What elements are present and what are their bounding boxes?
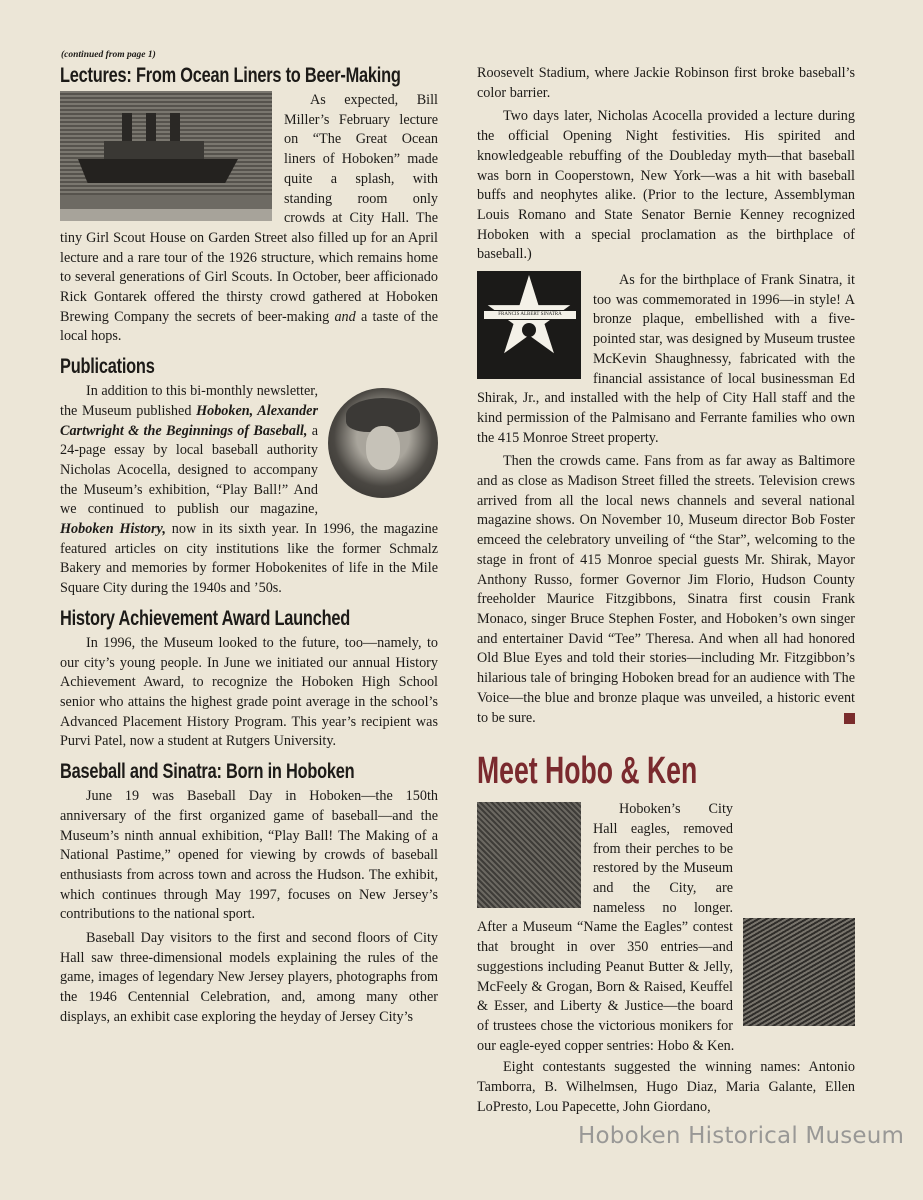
star-plaque-label: FRANCIS ALBERT SINATRA xyxy=(483,310,577,320)
sinatra-star-plaque-photo xyxy=(477,271,581,379)
publications-paragraph: In addition to this bi-monthly newsletter, the Museum published Hoboken, Alexander Cartwright & the Beginnings of Baseball, a 24-page essay by local baseball authority Nicholas Acocella, designed to accompany the Museum’s exhibition, “Play Ball!” And we continued to publish our magazine, Hoboken History, now in its sixth year. In 1996, the magazine featured articles on city institutions like the former Schmalz Bakery and memories by former Hobokenites of life in the Mile Square City during the 1940s and ’50s. xyxy=(60,383,438,597)
lectures-paragraph: As expected, Bill Miller’s February lecture on “The Great Ocean liners of Hoboken” made quite a splash, with standing room only crowds at City Hall. The tiny Girl Scout House on Garden Street also filled up for an April lecture and a rare tour of the 1926 structure, which remains home to several generations of Girl Scouts. In October, beer afficionado Rick Gontarek offered the thirsty crowd gathered at Hoboken Brewing Company the secrets of beer-making and a taste of the local hops. xyxy=(60,92,439,345)
cartwright-portrait xyxy=(328,388,438,498)
crowds-paragraph: Then the crowds came. Fans from as far away as Baltimore and as close as Madison Street filled the streets. Television crews arrived from all the local news channels and several national magazine shows. On November 10, Museum director Bob Foster emceed the celebratory unveiling of “the Star”, welcoming to the stage in front of 415 Monroe special guests Mr. Shirak, Mayor Anthony Russo, former Governor Jim Florio, Hudson County freeholder Maurice Fitzgibbons, Sinatra first cousin Frank Monaco, singer Bruce Stephen Foster, and Hoboken’s own singer and entertainer David “Tee” Theresa. And when all had honored Old Blue Eyes and told their stories—including Mr. Fitzgibbon’s hilarious tale of bringing Hoboken bread for an audience with The Voice—the blue and bronze plaque was unveiled, a historic event to be sure. xyxy=(477,453,855,726)
sinatra-paragraph: As for the birthplace of Frank Sinatra, it too was commemorated in 1996—in style! A bronze plaque, embellished with a five-pointed star, was designed by Museum trustee McKevin Shaughnessy, fabricated with the financial assistance of local businessman Ed Shirak, Jr., and installed with the help of City Hall staff and the kind permission of the Palmisano and Ferrante families who own the 415 Monroe Street property. xyxy=(477,272,855,446)
baseball-paragraph-1: June 19 was Baseball Day in Hoboken—the 150th anniversary of the first organized game of baseball—and the Museum’s ninth annual exhibition, “Play Ball! The Making of a National Pastime,” opened for viewing by crowds of baseball enthusiasts from across town and across the Hudson. The exhibit, which continues through May 1997, focuses on New Jersey’s contributions to the national sport. xyxy=(60,788,438,923)
lectures-heading: Lectures: From Ocean Liners to Beer-Making xyxy=(60,64,401,87)
right-column xyxy=(477,64,855,1117)
meet-heading: Meet Hobo & Ken xyxy=(477,750,698,793)
left-column xyxy=(60,50,438,1028)
baseball-heading: Baseball and Sinatra: Born in Hoboken xyxy=(60,760,355,784)
eagle-photo-hobo xyxy=(477,802,581,908)
award-heading: History Achievement Award Launched xyxy=(60,606,351,630)
eagle-photo-ken xyxy=(743,918,855,1026)
award-paragraph: In 1996, the Museum looked to the future, too—namely, to our city’s young people. In June we initiated our annual History Achievement Award, to recognize the Hoboken High School senior who attains the highest grade point average in the school’s Advanced Placement History Program. This year’s recipient was Purvi Patel, now a student at Rutgers University. xyxy=(60,634,438,750)
baseball-paragraph-2: Baseball Day visitors to the first and second floors of City Hall saw three-dimensional models explaining the rules of the game, images of legendary New Jersey players, photographs from the 1946 Centennial Celebration, and, among many other displays, an exhibit case exploring the heyday of Jersey City’s xyxy=(60,930,438,1025)
eagles-paragraph: Hoboken’s City Hall eagles, removed from their perches to be restored by the Museum and the City, are nameless no longer. After a Museum “Name the Eagles” contest that brought in over 350 entries—and suggestions including Peanut Butter & Jelly, McFeely & Grogan, Born & Raised, Keuffel & Esser, and Liberty & Justice—the board of trustees chose the victorious monikers for our eagle-eyed copper sentries: Hobo & Ken. xyxy=(477,801,735,1054)
winners-paragraph: Eight contestants suggested the winning names: Antonio Tamborra, B. Wilhelmsen, Hugo Diaz, Maria Galante, Ellen LoPresto, Lou Papecette, John Giordano, xyxy=(477,1059,855,1115)
museum-watermark: Hoboken Historical Museum xyxy=(578,1123,905,1149)
lecture-paragraph: Two days later, Nicholas Acocella provided a lecture during the official Opening Night festivities. His spirited and knowledgeable rebuffing of the Doubleday myth—that baseball was born in Cooperstown, New York—was a hit with baseball buffs and neophytes alike. (Prior to the lecture, Assemblyman Louis Romano and State Senator Bernie Kenney recognized Hoboken with a special proclamation as the birthplace of baseball.) xyxy=(477,108,855,263)
stadium-paragraph: Roosevelt Stadium, where Jackie Robinson first broke baseball’s color barrier. xyxy=(477,65,855,101)
ocean-liner-photo xyxy=(60,91,272,221)
end-of-story-mark xyxy=(844,713,855,724)
continued-note: (continued from page 1) xyxy=(61,50,156,60)
publications-heading: Publications xyxy=(60,355,155,379)
